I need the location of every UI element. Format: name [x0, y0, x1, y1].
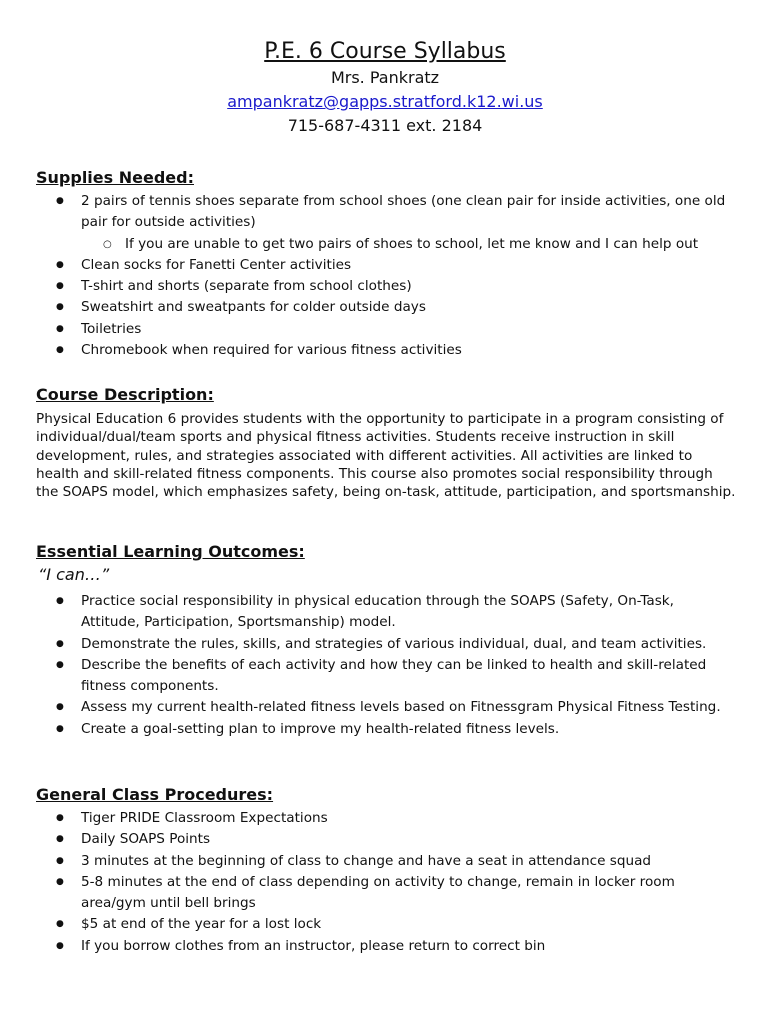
list-item: ● 5-8 minutes at the end of class depending on activity to change, remain in locker room area/gym until bell brings: [56, 872, 736, 915]
supplies-sublist: [81, 234, 736, 255]
list-item: ● Practice social responsibility in physical education through the SOAPS (Safety, On-Task, Attitude, Participation, Sportsmanship) model.: [56, 591, 736, 634]
procedures-heading: General Class Procedures:: [36, 785, 274, 804]
outcomes-heading: Essential Learning Outcomes:: [36, 542, 305, 561]
list-item: ● T-shirt and shorts (separate from school clothes): [56, 276, 736, 297]
list-item: ● $5 at end of the year for a lost lock: [56, 914, 736, 935]
procedures-list: [56, 808, 736, 957]
list-item: ● Tiger PRIDE Classroom Expectations: [56, 808, 736, 829]
teacher-name: Mrs. Pankratz: [330, 68, 440, 87]
list-item: ● Assess my current health-related fitness levels based on Fitnessgram Physical Fitness Testing.: [56, 697, 736, 718]
list-item: ● Daily SOAPS Points: [56, 829, 736, 850]
description-heading: Course Description:: [36, 385, 214, 404]
outcomes-intro: “I can…”: [38, 565, 110, 584]
supplies-heading: Supplies Needed:: [36, 168, 194, 187]
document-header: [0, 38, 770, 138]
email-link[interactable]: ampankratz@gapps.stratford.k12.wi.us: [227, 92, 543, 111]
list-item: ● Toiletries: [56, 319, 736, 340]
list-item: ● Chromebook when required for various fitness activities: [56, 340, 736, 361]
description-text: Physical Education 6 provides students with the opportunity to participate in a program consisting of individual/dual/team sports and physical fitness activities. Students receive instruction in skill development, rules, and strategies associated with different activities. All activities are linked to health and skill-related fitness components. This course also promotes social responsibility through the SOAPS model, which emphasizes safety, being on-task, attitude, participation, and sportsmanship.: [36, 411, 736, 501]
supplies-list: [56, 191, 736, 361]
list-item: ● Create a goal-setting plan to improve my health-related fitness levels.: [56, 719, 736, 740]
list-item: ● If you borrow clothes from an instructor, please return to correct bin: [56, 936, 736, 957]
list-item: ● 2 pairs of tennis shoes separate from school shoes (one clean pair for inside activities, one old pair for outside activities) ○ If you are unable to get two pairs of shoes to school, let me know and I can help out: [56, 191, 736, 255]
list-item: ● Sweatshirt and sweatpants for colder outside days: [56, 297, 736, 318]
list-item: ● Demonstrate the rules, skills, and strategies of various individual, dual, and team activities.: [56, 634, 736, 655]
list-item: ● 3 minutes at the beginning of class to change and have a seat in attendance squad: [56, 851, 736, 872]
page-title: P.E. 6 Course Syllabus: [264, 39, 506, 64]
phone-number: 715-687-4311 ext. 2184: [287, 116, 483, 135]
outcomes-list: [56, 591, 736, 740]
list-item: ● Describe the benefits of each activity and how they can be linked to health and skill-related fitness components.: [56, 655, 736, 698]
list-item: ● Clean socks for Fanetti Center activities: [56, 255, 736, 276]
list-item: ○ If you are unable to get two pairs of shoes to school, let me know and I can help out: [103, 234, 736, 255]
